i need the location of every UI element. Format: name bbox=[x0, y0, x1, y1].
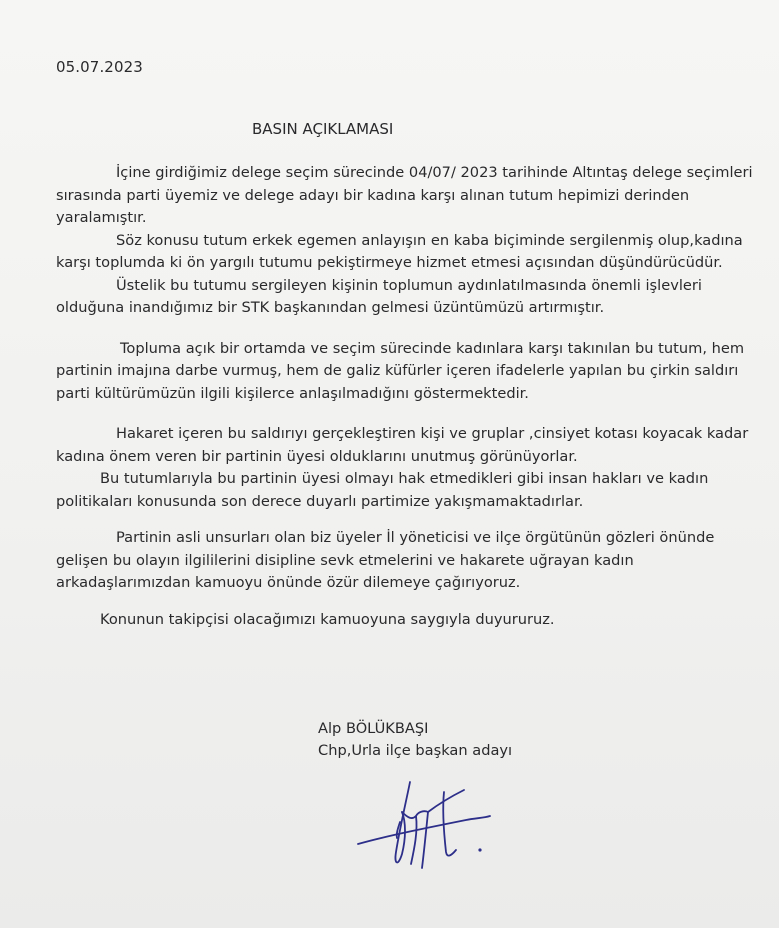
document-body bbox=[56, 162, 756, 631]
paragraph-3: Üstelik bu tutumu sergileyen kişinin toplumun aydınlatılmasında önemli işlevleri olduğuna inandığımız bir STK başkanından gelmesi üzüntümüzü artırmıştır. bbox=[56, 276, 702, 316]
signatory-name: Alp BÖLÜKBAŞI bbox=[318, 720, 429, 737]
handwritten-signature bbox=[356, 772, 506, 882]
paragraph-2: Söz konusu tutum erkek egemen anlayışın en kaba biçiminde sergilenmiş olup,kadına karşı toplumda ki ön yargılı tutumu pekiştirmeye hizmet etmesi açısından düşündürücüdür. bbox=[56, 231, 743, 271]
paragraph-4: Topluma açık bir ortamda ve seçim sürecinde kadınlara karşı takınılan bu tutum, hem partinin imajına darbe vurmuş, hem de galiz küfürler içeren ifadelerle yapılan bu çirkin saldırı parti kültürümüzün ilgili kişilerce anlaşılmadığını göstermektedir. bbox=[56, 339, 745, 402]
paragraph-8: Konunun takipçisi olacağımızı kamuoyuna saygıyla duyururuz. bbox=[100, 610, 555, 628]
paragraph-6: Bu tutumlarıyla bu partinin üyesi olmayı hak etmedikleri gibi insan hakları ve kadın politikaları konusunda son derece duyarlı partimize yakışmamaktadırlar. bbox=[56, 470, 709, 510]
paragraph-1: İçine girdiğimiz delege seçim sürecinde 04/07/ 2023 tarihinde Altıntaş delege seçimleri sırasında parti üyemiz ve delege adayı bir kadına karşı alınan tutum hepimizi derinden yaralamıştır. bbox=[56, 164, 753, 226]
paragraph-5: Hakaret içeren bu saldırıyı gerçekleştiren kişi ve gruplar ,cinsiyet kotası koyacak kadar kadına önem veren bir partinin üyesi olduklarını unutmuş görünüyorlar. bbox=[56, 425, 749, 465]
paragraph-7: Partinin asli unsurları olan biz üyeler İl yöneticisi ve ilçe örgütünün gözleri önünde gelişen bu olayın ilgililerini disipline sevk etmelerini ve hakarete uğrayan kadın arkadaşlarımızdan kamuoyu önünde özür dilemeye çağırıyoruz. bbox=[56, 529, 715, 591]
signature-block bbox=[318, 718, 512, 762]
signatory-role: Chp,Urla ilçe başkan adayı bbox=[318, 742, 513, 759]
document-date: 05.07.2023 bbox=[56, 58, 143, 76]
document-title: BASIN AÇIKLAMASI bbox=[252, 120, 394, 138]
